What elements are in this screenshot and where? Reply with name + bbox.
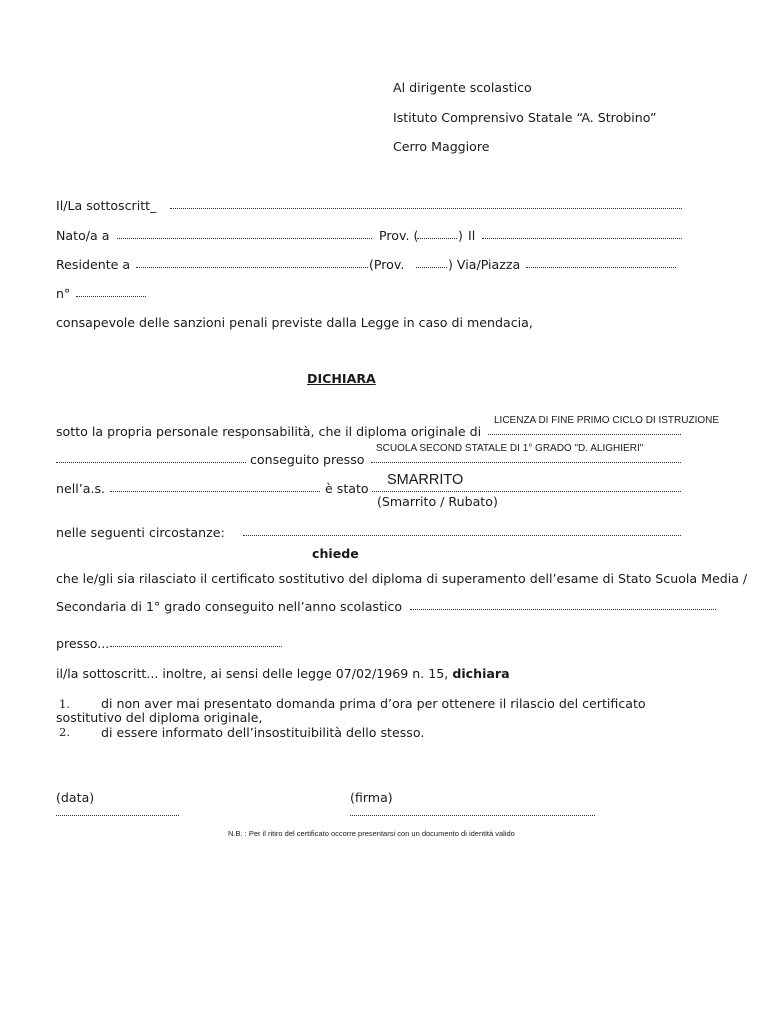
stato-label: è stato [325, 481, 369, 496]
via-label: ) Via/Piazza [448, 257, 521, 272]
sottoscritto-label: Il/La sottoscritt_ [56, 198, 157, 213]
presso-field[interactable] [110, 646, 282, 647]
stato-hint: (Smarrito / Rubato) [377, 494, 498, 509]
residente-label: Residente a [56, 257, 131, 272]
list-num-2: 2. [59, 725, 70, 739]
recipient-line-1: Al dirigente scolastico [393, 80, 532, 95]
list-text-1: di non aver mai presentato domanda prima d’ora per ottenere il rilascio del certificato [101, 696, 646, 711]
request-line-2: Secondaria di 1° grado conseguito nell’anno scolastico [56, 599, 403, 614]
diploma-value: LICENZA DI FINE PRIMO CICLO DI ISTRUZIONE [494, 415, 720, 426]
nato-field[interactable] [117, 238, 372, 239]
circostanze-field[interactable] [243, 535, 681, 536]
inoltre-prefix: il/la sottoscritt [56, 666, 147, 681]
list-num-1: 1. [59, 697, 70, 711]
stato-field[interactable] [372, 491, 681, 492]
school-field[interactable] [371, 462, 681, 463]
prov2-field[interactable] [416, 267, 447, 268]
conseguito-label: conseguito presso [250, 452, 365, 467]
numero-label: n° [56, 286, 71, 301]
inoltre-middle: ... inoltre, ai sensi delle legge 07/02/1969 n. 15, [146, 666, 449, 681]
circostanze-label: nelle seguenti circostanze: [56, 525, 225, 540]
inoltre-bold: dichiara [452, 666, 510, 681]
firma-label: (firma) [350, 790, 393, 805]
presso-label: presso... [56, 636, 110, 651]
data-label: (data) [56, 790, 95, 805]
firma-field[interactable] [350, 815, 595, 816]
prov-label: Prov. ( [379, 228, 419, 243]
nato-label: Nato/a a [56, 228, 110, 243]
via-field[interactable] [526, 267, 676, 268]
date-field[interactable] [482, 238, 682, 239]
list-text-2: di essere informato dell’insostituibilità dello stesso. [101, 725, 425, 740]
prov-field[interactable] [417, 238, 457, 239]
list-cont-1: sostitutivo del diploma originale, [56, 710, 263, 725]
recipient-line-2: Istituto Comprensivo Statale “A. Strobino” [393, 110, 657, 125]
nellas-label: nell’a.s. [56, 481, 106, 496]
stato-value: SMARRITO [387, 472, 464, 488]
il-label: Il [468, 228, 476, 243]
inoltre-line [56, 666, 510, 681]
chiede-heading: chiede [312, 546, 359, 561]
consapevole-text: consapevole delle sanzioni penali previste dalla Legge in caso di mendacia, [56, 315, 533, 330]
dichiara-heading: DICHIARA [307, 371, 376, 386]
school-value: SCUOLA SECOND STATALE DI 1° GRADO "D. ALIGHIERI" [376, 443, 644, 454]
data-field[interactable] [56, 815, 179, 816]
anno-scolastico-field[interactable] [410, 609, 716, 610]
prov-close: ) [458, 228, 463, 243]
diploma-field[interactable] [488, 434, 681, 435]
footer-note: N.B. : Per il ritiro del certificato occorre presentarsi con un documento di identità valido [228, 829, 515, 838]
prov2-label: (Prov. [369, 257, 405, 272]
residente-field[interactable] [136, 267, 368, 268]
anno-field[interactable] [110, 491, 320, 492]
recipient-line-3: Cerro Maggiore [393, 139, 490, 154]
prefix-field[interactable] [56, 462, 246, 463]
numero-field[interactable] [76, 296, 146, 297]
declaration-line-1: sotto la propria personale responsabilità, che il diploma originale di [56, 424, 482, 439]
sottoscritto-field[interactable] [170, 208, 682, 209]
request-line-1: che le/gli sia rilasciato il certificato sostitutivo del diploma di superamento dell’esame di Stato Scuola Media / [56, 571, 748, 586]
